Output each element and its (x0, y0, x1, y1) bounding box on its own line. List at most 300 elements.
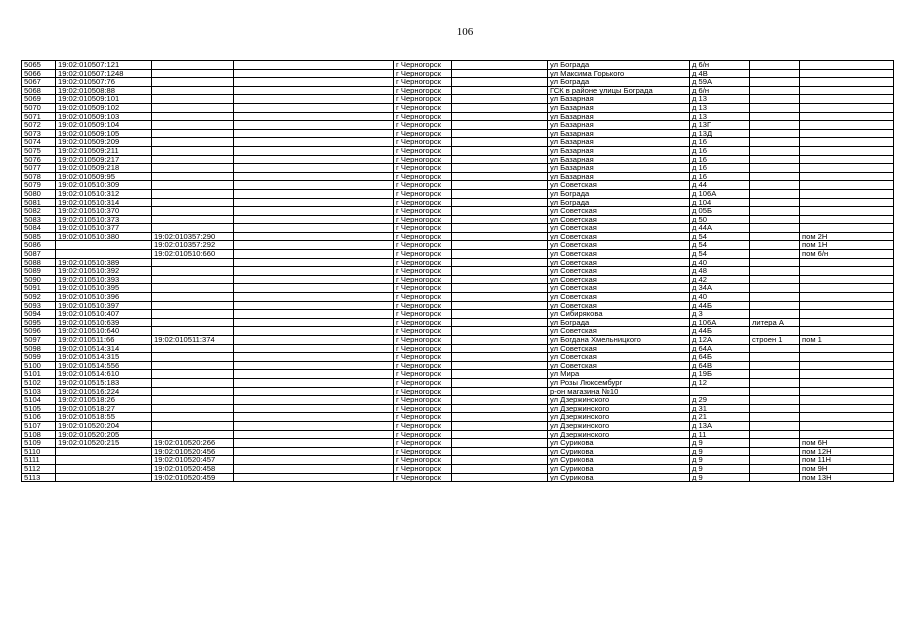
blank-cell (234, 430, 394, 439)
linked-cadastral-number-cell (152, 344, 234, 353)
cadastral-number-cell: 19:02:010520:205 (56, 430, 152, 439)
blank-cell (452, 310, 548, 319)
premises-cell (800, 189, 894, 198)
blank-cell (452, 361, 548, 370)
linked-cadastral-number-cell (152, 378, 234, 387)
linked-cadastral-number-cell (152, 103, 234, 112)
building-cell (750, 69, 800, 78)
cadastral-number-cell: 19:02:010509:218 (56, 164, 152, 173)
premises-cell (800, 164, 894, 173)
blank-cell (452, 164, 548, 173)
building-cell (750, 129, 800, 138)
city-cell: г Черногорск (394, 181, 452, 190)
row-number-cell: 5082 (22, 207, 56, 216)
table-row (22, 353, 894, 362)
street-cell: ул Богдана Хмельницкого (548, 336, 690, 345)
premises-cell: пом 13Н (800, 473, 894, 482)
blank-cell (234, 353, 394, 362)
cadastral-number-cell: 19:02:010514:556 (56, 361, 152, 370)
table-row (22, 250, 894, 259)
premises-cell (800, 275, 894, 284)
row-number-cell: 5099 (22, 353, 56, 362)
house-cell: д 9 (690, 464, 750, 473)
blank-cell (234, 464, 394, 473)
building-cell (750, 378, 800, 387)
house-cell: д 13 (690, 103, 750, 112)
house-cell: д 44А (690, 224, 750, 233)
building-cell: строен 1 (750, 336, 800, 345)
row-number-cell: 5069 (22, 95, 56, 104)
house-cell: д 106А (690, 189, 750, 198)
linked-cadastral-number-cell (152, 146, 234, 155)
blank-cell (452, 121, 548, 130)
building-cell (750, 61, 800, 70)
house-cell: д 05Б (690, 207, 750, 216)
blank-cell (234, 258, 394, 267)
table-row (22, 421, 894, 430)
city-cell: г Черногорск (394, 112, 452, 121)
street-cell: ул Базарная (548, 103, 690, 112)
building-cell (750, 284, 800, 293)
linked-cadastral-number-cell (152, 215, 234, 224)
row-number-cell: 5105 (22, 404, 56, 413)
row-number-cell: 5101 (22, 370, 56, 379)
row-number-cell: 5103 (22, 387, 56, 396)
table-row (22, 318, 894, 327)
blank-cell (234, 155, 394, 164)
street-cell: ул Сурикова (548, 473, 690, 482)
table-row (22, 275, 894, 284)
row-number-cell: 5107 (22, 421, 56, 430)
row-number-cell: 5096 (22, 327, 56, 336)
table-row (22, 189, 894, 198)
cadastral-number-cell: 19:02:010518:27 (56, 404, 152, 413)
street-cell: ул Сурикова (548, 447, 690, 456)
table-row (22, 129, 894, 138)
row-number-cell: 5067 (22, 78, 56, 87)
linked-cadastral-number-cell (152, 198, 234, 207)
blank-cell (234, 129, 394, 138)
table-row (22, 387, 894, 396)
premises-cell (800, 155, 894, 164)
row-number-cell: 5113 (22, 473, 56, 482)
row-number-cell: 5077 (22, 164, 56, 173)
row-number-cell: 5084 (22, 224, 56, 233)
street-cell: ул Советская (548, 267, 690, 276)
premises-cell (800, 267, 894, 276)
table-row (22, 404, 894, 413)
blank-cell (234, 293, 394, 302)
street-cell: ул Советская (548, 361, 690, 370)
cadastral-number-cell: 19:02:010510:380 (56, 232, 152, 241)
table-row (22, 215, 894, 224)
house-cell: д 13 (690, 112, 750, 121)
house-cell: д 44Б (690, 301, 750, 310)
row-number-cell: 5095 (22, 318, 56, 327)
blank-cell (234, 284, 394, 293)
blank-cell (452, 439, 548, 448)
table-row (22, 138, 894, 147)
city-cell: г Черногорск (394, 284, 452, 293)
blank-cell (234, 336, 394, 345)
row-number-cell: 5075 (22, 146, 56, 155)
blank-cell (234, 181, 394, 190)
house-cell: д 64Б (690, 353, 750, 362)
building-cell (750, 447, 800, 456)
linked-cadastral-number-cell: 19:02:010520:459 (152, 473, 234, 482)
city-cell: г Черногорск (394, 86, 452, 95)
city-cell: г Черногорск (394, 241, 452, 250)
building-cell (750, 413, 800, 422)
table-row (22, 396, 894, 405)
cadastral-number-cell (56, 447, 152, 456)
blank-cell (234, 370, 394, 379)
row-number-cell: 5094 (22, 310, 56, 319)
linked-cadastral-number-cell (152, 275, 234, 284)
cadastral-number-cell (56, 250, 152, 259)
city-cell: г Черногорск (394, 318, 452, 327)
house-cell: д 16 (690, 138, 750, 147)
building-cell (750, 207, 800, 216)
house-cell: д 9 (690, 439, 750, 448)
linked-cadastral-number-cell: 19:02:010520:456 (152, 447, 234, 456)
blank-cell (452, 353, 548, 362)
city-cell: г Черногорск (394, 353, 452, 362)
table-row (22, 413, 894, 422)
table-row (22, 78, 894, 87)
street-cell: ул Базарная (548, 138, 690, 147)
table-row (22, 232, 894, 241)
table-row (22, 155, 894, 164)
street-cell: ул Советская (548, 301, 690, 310)
blank-cell (452, 430, 548, 439)
table-row (22, 95, 894, 104)
premises-cell (800, 224, 894, 233)
table-row (22, 112, 894, 121)
premises-cell (800, 95, 894, 104)
premises-cell (800, 318, 894, 327)
cadastral-number-cell: 19:02:010510:370 (56, 207, 152, 216)
linked-cadastral-number-cell (152, 189, 234, 198)
street-cell: ул Бограда (548, 189, 690, 198)
city-cell: г Черногорск (394, 207, 452, 216)
cadastral-number-cell: 19:02:010510:312 (56, 189, 152, 198)
blank-cell (234, 267, 394, 276)
linked-cadastral-number-cell (152, 421, 234, 430)
city-cell: г Черногорск (394, 378, 452, 387)
building-cell (750, 241, 800, 250)
row-number-cell: 5091 (22, 284, 56, 293)
street-cell: ул Советская (548, 215, 690, 224)
row-number-cell: 5070 (22, 103, 56, 112)
city-cell: г Черногорск (394, 327, 452, 336)
street-cell: ул Базарная (548, 164, 690, 173)
building-cell (750, 370, 800, 379)
linked-cadastral-number-cell (152, 121, 234, 130)
building-cell (750, 172, 800, 181)
premises-cell (800, 361, 894, 370)
row-number-cell: 5074 (22, 138, 56, 147)
row-number-cell: 5108 (22, 430, 56, 439)
premises-cell (800, 258, 894, 267)
table-row (22, 473, 894, 482)
street-cell: ул Дзержинского (548, 396, 690, 405)
building-cell (750, 112, 800, 121)
blank-cell (452, 232, 548, 241)
linked-cadastral-number-cell (152, 353, 234, 362)
house-cell: д 64В (690, 361, 750, 370)
building-cell (750, 404, 800, 413)
cadastral-number-cell: 19:02:010507:121 (56, 61, 152, 70)
row-number-cell: 5079 (22, 181, 56, 190)
blank-cell (452, 95, 548, 104)
city-cell: г Черногорск (394, 413, 452, 422)
street-cell: ул Советская (548, 232, 690, 241)
linked-cadastral-number-cell (152, 181, 234, 190)
building-cell (750, 86, 800, 95)
premises-cell: пом 12Н (800, 447, 894, 456)
city-cell: г Черногорск (394, 310, 452, 319)
table-row (22, 456, 894, 465)
house-cell: д 21 (690, 413, 750, 422)
blank-cell (234, 172, 394, 181)
city-cell: г Черногорск (394, 404, 452, 413)
blank-cell (234, 138, 394, 147)
building-cell (750, 464, 800, 473)
table-row (22, 69, 894, 78)
blank-cell (234, 232, 394, 241)
table-row (22, 267, 894, 276)
premises-cell (800, 103, 894, 112)
cadastral-number-cell: 19:02:010509:217 (56, 155, 152, 164)
blank-cell (234, 473, 394, 482)
cadastral-number-cell: 19:02:010520:215 (56, 439, 152, 448)
linked-cadastral-number-cell: 19:02:010520:457 (152, 456, 234, 465)
cadastral-number-cell (56, 241, 152, 250)
cadastral-number-cell: 19:02:010510:639 (56, 318, 152, 327)
blank-cell (234, 103, 394, 112)
table-row (22, 181, 894, 190)
blank-cell (234, 327, 394, 336)
street-cell: ул Базарная (548, 95, 690, 104)
row-number-cell: 5090 (22, 275, 56, 284)
blank-cell (452, 284, 548, 293)
linked-cadastral-number-cell: 19:02:010357:290 (152, 232, 234, 241)
building-cell: литера А (750, 318, 800, 327)
blank-cell (234, 189, 394, 198)
premises-cell (800, 78, 894, 87)
blank-cell (452, 464, 548, 473)
house-cell: д 42 (690, 275, 750, 284)
table-row (22, 172, 894, 181)
blank-cell (234, 215, 394, 224)
blank-cell (234, 344, 394, 353)
house-cell (690, 387, 750, 396)
blank-cell (452, 207, 548, 216)
blank-cell (452, 215, 548, 224)
building-cell (750, 456, 800, 465)
cadastral-number-cell: 19:02:010509:95 (56, 172, 152, 181)
blank-cell (234, 396, 394, 405)
linked-cadastral-number-cell (152, 138, 234, 147)
cadastral-number-cell: 19:02:010510:397 (56, 301, 152, 310)
cadastral-number-cell: 19:02:010509:105 (56, 129, 152, 138)
linked-cadastral-number-cell (152, 155, 234, 164)
city-cell: г Черногорск (394, 473, 452, 482)
building-cell (750, 78, 800, 87)
building-cell (750, 189, 800, 198)
street-cell: ул Базарная (548, 172, 690, 181)
house-cell: д 64А (690, 344, 750, 353)
house-cell: д 13А (690, 421, 750, 430)
linked-cadastral-number-cell (152, 129, 234, 138)
street-cell: ул Базарная (548, 129, 690, 138)
blank-cell (452, 198, 548, 207)
premises-cell (800, 181, 894, 190)
building-cell (750, 396, 800, 405)
building-cell (750, 258, 800, 267)
blank-cell (452, 103, 548, 112)
blank-cell (234, 198, 394, 207)
table-row (22, 447, 894, 456)
city-cell: г Черногорск (394, 258, 452, 267)
house-cell: д 48 (690, 267, 750, 276)
building-cell (750, 164, 800, 173)
cadastral-number-cell: 19:02:010514:610 (56, 370, 152, 379)
row-number-cell: 5086 (22, 241, 56, 250)
building-cell (750, 473, 800, 482)
cadastral-number-cell: 19:02:010508:88 (56, 86, 152, 95)
table-row (22, 207, 894, 216)
blank-cell (234, 318, 394, 327)
row-number-cell: 5078 (22, 172, 56, 181)
linked-cadastral-number-cell (152, 327, 234, 336)
building-cell (750, 439, 800, 448)
blank-cell (452, 61, 548, 70)
row-number-cell: 5089 (22, 267, 56, 276)
linked-cadastral-number-cell (152, 207, 234, 216)
city-cell: г Черногорск (394, 430, 452, 439)
building-cell (750, 250, 800, 259)
blank-cell (452, 396, 548, 405)
linked-cadastral-number-cell (152, 301, 234, 310)
premises-cell (800, 86, 894, 95)
table-row (22, 103, 894, 112)
blank-cell (234, 439, 394, 448)
blank-cell (234, 404, 394, 413)
street-cell: ГСК в районе улицы Бограда (548, 86, 690, 95)
cadastral-number-cell: 19:02:010515:183 (56, 378, 152, 387)
premises-cell: пом 1Н (800, 241, 894, 250)
blank-cell (452, 318, 548, 327)
city-cell: г Черногорск (394, 138, 452, 147)
table-row (22, 284, 894, 293)
cadastral-number-cell: 19:02:010510:396 (56, 293, 152, 302)
linked-cadastral-number-cell (152, 78, 234, 87)
row-number-cell: 5109 (22, 439, 56, 448)
premises-cell (800, 121, 894, 130)
building-cell (750, 430, 800, 439)
city-cell: г Черногорск (394, 215, 452, 224)
row-number-cell: 5092 (22, 293, 56, 302)
city-cell: г Черногорск (394, 344, 452, 353)
cadastral-number-cell: 19:02:010510:309 (56, 181, 152, 190)
street-cell: ул Советская (548, 284, 690, 293)
premises-cell (800, 172, 894, 181)
house-cell: д 54 (690, 250, 750, 259)
premises-cell (800, 207, 894, 216)
row-number-cell: 5087 (22, 250, 56, 259)
city-cell: г Черногорск (394, 155, 452, 164)
house-cell: д 4В (690, 69, 750, 78)
house-cell: д 9 (690, 456, 750, 465)
blank-cell (452, 224, 548, 233)
cadastral-number-cell: 19:02:010510:393 (56, 275, 152, 284)
blank-cell (234, 78, 394, 87)
house-cell: д 44 (690, 181, 750, 190)
linked-cadastral-number-cell: 19:02:010511:374 (152, 336, 234, 345)
street-cell: ул Дзержинского (548, 430, 690, 439)
street-cell: ул Дзержинского (548, 404, 690, 413)
building-cell (750, 198, 800, 207)
city-cell: г Черногорск (394, 464, 452, 473)
table-row (22, 164, 894, 173)
city-cell: г Черногорск (394, 189, 452, 198)
row-number-cell: 5068 (22, 86, 56, 95)
city-cell: г Черногорск (394, 121, 452, 130)
table-row (22, 258, 894, 267)
linked-cadastral-number-cell (152, 164, 234, 173)
table-row (22, 361, 894, 370)
blank-cell (234, 421, 394, 430)
row-number-cell: 5098 (22, 344, 56, 353)
city-cell: г Черногорск (394, 387, 452, 396)
house-cell: д 3 (690, 310, 750, 319)
row-number-cell: 5104 (22, 396, 56, 405)
blank-cell (452, 387, 548, 396)
cadastral-number-cell (56, 456, 152, 465)
row-number-cell: 5106 (22, 413, 56, 422)
cadastral-number-cell: 19:02:010509:103 (56, 112, 152, 121)
street-cell: ул Бограда (548, 318, 690, 327)
city-cell: г Черногорск (394, 172, 452, 181)
building-cell (750, 138, 800, 147)
street-cell: ул Сибирякова (548, 310, 690, 319)
premises-cell: пом 6/н (800, 250, 894, 259)
row-number-cell: 5076 (22, 155, 56, 164)
house-cell: д 9 (690, 447, 750, 456)
building-cell (750, 421, 800, 430)
row-number-cell: 5097 (22, 336, 56, 345)
blank-cell (452, 336, 548, 345)
cadastral-number-cell: 19:02:010509:209 (56, 138, 152, 147)
premises-cell (800, 198, 894, 207)
linked-cadastral-number-cell (152, 172, 234, 181)
cadastral-number-cell: 19:02:010510:407 (56, 310, 152, 319)
linked-cadastral-number-cell (152, 318, 234, 327)
house-cell: д 11 (690, 430, 750, 439)
row-number-cell: 5085 (22, 232, 56, 241)
table-row (22, 301, 894, 310)
house-cell: д 12 (690, 378, 750, 387)
row-number-cell: 5066 (22, 69, 56, 78)
building-cell (750, 215, 800, 224)
premises-cell (800, 284, 894, 293)
premises-cell (800, 396, 894, 405)
city-cell: г Черногорск (394, 439, 452, 448)
linked-cadastral-number-cell: 19:02:010520:458 (152, 464, 234, 473)
table-row (22, 464, 894, 473)
